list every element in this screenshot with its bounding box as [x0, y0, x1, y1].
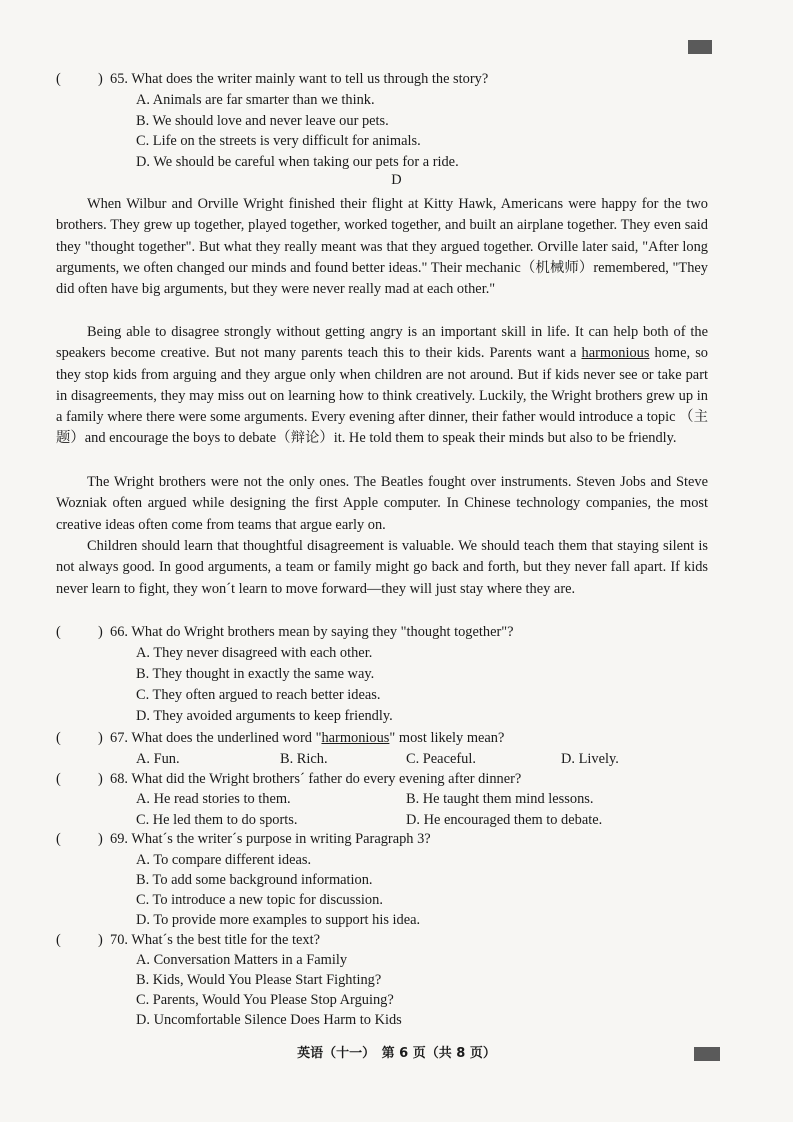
passage-paragraph-1: When Wilbur and Orville Wright finished their flight at Kitty Hawk, Americans were happy for the two brothers. They grew up together, played together, worked together, and built an airplane together. They even said they "thought together". But what they really meant was that they argued together. Orville later said, "After long arguments, we often changed our minds and found better ideas." Their mechanic（机械师）remembered, "They did often have big arguments, but they were never really mad at each other."	[56, 196, 708, 298]
passage-paragraph-4: Children should learn that thoughtful disagreement is valuable. We should teach them that staying silent is not always good. In good arguments, a team or family might go back and forth, but they never fall apart. If kids never learn to fight, they won´t learn to move forward—they will just stay where they are.	[56, 538, 708, 597]
question-stem: What does the underlined word "harmonious" most likely mean?	[131, 730, 505, 746]
option-d: D. To provide more examples to support his idea.	[136, 912, 421, 928]
question-stem: What´s the best title for the text?	[131, 932, 320, 948]
option-d: D. Uncomfortable Silence Does Harm to Kids	[136, 1012, 402, 1028]
option-b: B. We should love and never leave our pets.	[136, 113, 389, 129]
option-c: C. Parents, Would You Please Stop Arguing?	[136, 992, 394, 1008]
answer-paren-close: )	[98, 730, 103, 746]
option-b: B. Rich.	[280, 751, 328, 767]
option-b: B. They thought in exactly the same way.	[136, 666, 375, 682]
option-d: D. They avoided arguments to keep friendly.	[136, 708, 393, 724]
passage-paragraph-2: Being able to disagree strongly without getting angry is an important skill in life. It can help both of the speakers become creative. But not many parents teach this to their kids. Parents want a harmonious home, so they stop kids from arguing and they argue only when children are not around. But if kids never see or take part in disagreements, they may miss out on learning how to think creatively. Luckily, the Wright brothers grew up in a family where there were some arguments. Every evening after dinner, their father would introduce a topic （主题）and encourage the boys to debate（辩论）it. He told them to speak their minds but also to be friendly.	[56, 324, 708, 447]
question-stem: What´s the writer´s purpose in writing Paragraph 3?	[131, 831, 431, 847]
option-d: D. Lively.	[561, 751, 619, 767]
option-a: A. He read stories to them.	[136, 791, 291, 807]
question-stem: What does the writer mainly want to tell us through the story?	[131, 71, 489, 87]
passage-paragraph-3: The Wright brothers were not the only ones. The Beatles fought over instruments. Steven Jobs and Steve Wozniak often argued while designing the first Apple computer. In Chinese technology companies, the most creative ideas often come from teams that argue early on.	[56, 474, 708, 533]
option-c: C. To introduce a new topic for discussion.	[136, 892, 383, 908]
answer-paren-open: (	[56, 71, 61, 87]
answer-paren-open: (	[56, 932, 61, 948]
answer-paren-open: (	[56, 730, 61, 746]
option-a: A. Conversation Matters in a Family	[136, 952, 348, 968]
option-a: A. Animals are far smarter than we think.	[136, 92, 375, 108]
question-number: 67.	[110, 730, 128, 746]
answer-paren-close: )	[98, 831, 103, 847]
option-c: C. He led them to do sports.	[136, 812, 298, 828]
underlined-word: harmonious	[321, 730, 390, 746]
answer-paren-open: (	[56, 831, 61, 847]
option-a: A. Fun.	[136, 751, 180, 767]
option-c: C. Peaceful.	[406, 751, 476, 767]
page-footer: 英语（十一） 第 6 页（共 8 页）	[297, 1046, 496, 1061]
answer-paren-open: (	[56, 771, 61, 787]
registration-mark-top	[688, 40, 712, 54]
answer-paren-close: )	[98, 771, 103, 787]
answer-paren-close: )	[98, 624, 103, 640]
option-b: B. Kids, Would You Please Start Fighting?	[136, 972, 382, 988]
option-a: A. To compare different ideas.	[136, 852, 312, 868]
question-number: 68.	[110, 771, 128, 787]
option-c: C. Life on the streets is very difficult for animals.	[136, 133, 421, 149]
option-b: B. To add some background information.	[136, 872, 373, 888]
registration-mark-bottom	[694, 1047, 720, 1061]
answer-paren-close: )	[98, 71, 103, 87]
option-d: D. He encouraged them to debate.	[406, 812, 603, 828]
option-d: D. We should be careful when taking our pets for a ride.	[136, 154, 459, 170]
option-b: B. He taught them mind lessons.	[406, 791, 594, 807]
answer-paren-open: (	[56, 624, 61, 640]
option-a: A. They never disagreed with each other.	[136, 645, 373, 661]
section-label: D	[391, 172, 402, 188]
underlined-word: harmonious	[581, 345, 650, 362]
question-number: 65.	[110, 71, 128, 87]
option-c: C. They often argued to reach better ideas.	[136, 687, 381, 703]
question-number: 70.	[110, 932, 128, 948]
question-stem: What do Wright brothers mean by saying they "thought together"?	[131, 624, 514, 640]
question-stem: What did the Wright brothers´ father do every evening after dinner?	[131, 771, 522, 787]
question-number: 66.	[110, 624, 128, 640]
answer-paren-close: )	[98, 932, 103, 948]
question-number: 69.	[110, 831, 128, 847]
